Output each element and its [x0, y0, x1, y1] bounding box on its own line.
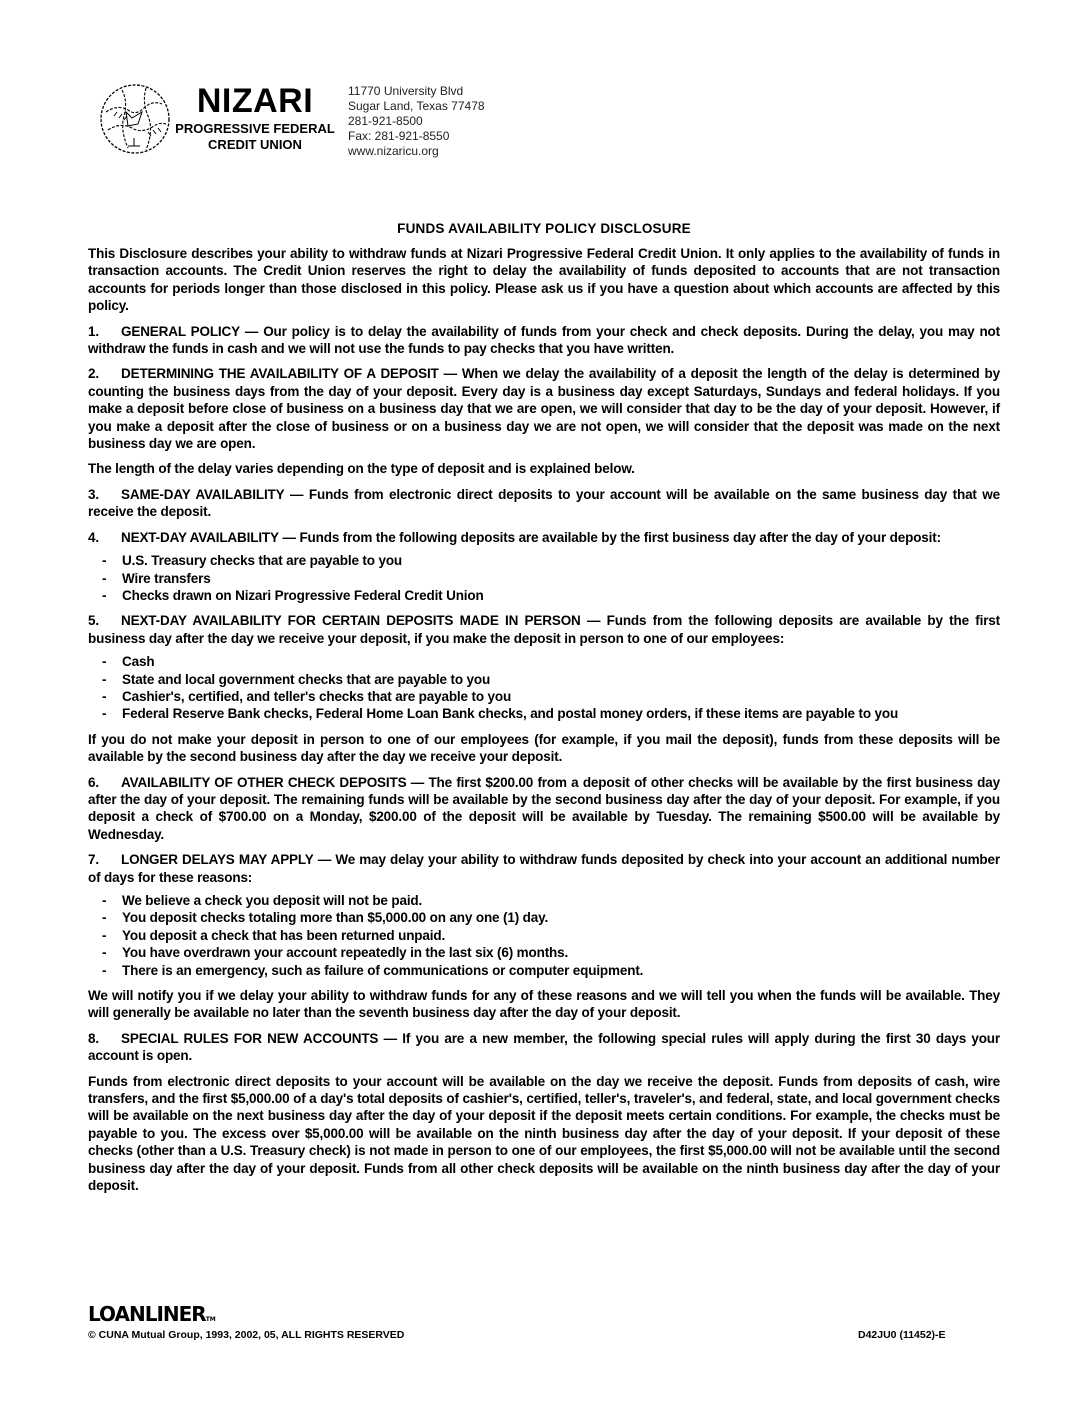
section-heading: NEXT-DAY AVAILABILITY — [121, 529, 279, 545]
list-item: - State and local government checks that are payable to you — [102, 671, 491, 687]
section-number: 6. — [88, 774, 99, 790]
section-heading: NEXT-DAY AVAILABILITY FOR CERTAIN DEPOSITS MADE IN PERSON — [121, 613, 581, 629]
section-number: 2. — [88, 366, 99, 382]
section-8: 8. SPECIAL RULES FOR NEW ACCOUNTS — If you are a new member, the following special rules will apply during the first 30 days your account is open. — [88, 1030, 1001, 1064]
address-street: 11770 University Blvd — [348, 84, 464, 98]
section-8-details: Funds from electronic direct deposits to your account will be available on the day we receive the deposit. Funds from deposits of cash, wire transfers, and the first $5,000.00 of a day's total deposits of cashier's, certified, teller's, traveler's, and federal, state, and local government checks will be available on the next business day after the day of your deposit if the deposit meets certain conditions. For example, the checks must be payable to you. The excess over $5,000.00 will be available on the ninth business day after the day of your deposit. If your deposit of these checks (other than a U.S. Treasury check) is not made in person to one of our employees, the first $5,000.00 will not be available until the second business day after the day of your deposit. Funds from all other check deposits will be available on the ninth business day after the day of your deposit. — [88, 1073, 1000, 1194]
list-item: - Checks drawn on Nizari Progressive Federal Credit Union — [102, 587, 484, 603]
letterhead — [98, 80, 518, 160]
list-item: - You deposit checks totaling more than $5,000.00 on any one (1) day. — [102, 910, 549, 926]
section-2: 2. DETERMINING THE AVAILABILITY OF A DEPOSIT — When we delay the availability of a deposit the length of the delay is determined by counting the business days from the day of your deposit. Every day is a business day except Saturdays, Sundays and federal holidays. If you make a deposit before close of business on a business day that we are open, we will consider that day to be the day of your deposit. However, if you make a deposit after the close of business or on a business day we are not open, we will consider that the deposit was made on the next business day we are open. — [88, 366, 1000, 452]
section-3: 3. SAME-DAY AVAILABILITY — Funds from electronic direct deposits to your account will be available on the same business day that we receive the deposit. — [88, 486, 1000, 520]
section-7-note: We will notify you if we delay your ability to withdraw funds for any of these reasons and we will tell you when the funds will be available. They will generally be available no later than the seventh business day after the day of your deposit. — [88, 988, 1000, 1021]
trademark-mark: TM — [205, 1316, 216, 1323]
section-4-list — [88, 552, 1000, 604]
list-item: - We believe a check you deposit will not be paid. — [102, 893, 423, 908]
section-4: 4. NEXT-DAY AVAILABILITY — Funds from the following deposits are available by the first business day after the day of your deposit: — [88, 529, 941, 545]
section-number: 1. — [88, 323, 99, 339]
document-title: FUNDS AVAILABILITY POLICY DISCLOSURE — [397, 221, 691, 236]
section-number: 7. — [88, 852, 99, 868]
section-number: 5. — [88, 613, 99, 629]
section-7: 7. LONGER DELAYS MAY APPLY — We may delay your ability to withdraw funds deposited by check into your account an additional number of days for these reasons: — [88, 852, 1000, 885]
section-number: 4. — [88, 529, 99, 545]
form-code: D42JU0 (11452)-E — [858, 1329, 946, 1341]
intro-paragraph: This Disclosure describes your ability to withdraw funds at Nizari Progressive Federal Credit Union. It only applies to the availability of funds in transaction accounts. The Credit Union reserves the right to delay the availability of funds deposited to accounts that are not transaction accounts for periods longer than those disclosed in this policy. Please ask us if you have a question about which accounts are affected by this policy. — [88, 246, 1000, 314]
address-city: Sugar Land, Texas 77478 — [348, 99, 485, 113]
section-text: Funds from the following deposits are available by the first business day after the day we receive your deposit, if you make the deposit in person to one of our employees: — [88, 613, 1001, 646]
section-6: 6. AVAILABILITY OF OTHER CHECK DEPOSITS — The first $200.00 from a deposit of other checks will be available by the first business day after the day of your deposit. The remaining funds will be available by the second business day after the day of your deposit. For example, if you deposit a check of $700.00 on a Monday, $200.00 of the deposit will be available by Tuesday. The remaining $500.00 will be available by Wednesday. — [88, 774, 1000, 842]
section-5: 5. NEXT-DAY AVAILABILITY FOR CERTAIN DEPOSITS MADE IN PERSON — Funds from the following deposits are available by the first business day after the day we receive your deposit, if you make the deposit in person to one of our employees: — [88, 613, 1001, 646]
section-text: Our policy is to delay the availability of funds from your check and check deposits. During the delay, you may not withdraw the funds in cash and we will not use the funds to pay checks that you have written. — [88, 323, 1000, 357]
section-5-list — [88, 653, 1000, 723]
list-item: - Wire transfers — [102, 570, 211, 586]
section-7-list — [88, 892, 1000, 979]
section-text: We may delay your ability to withdraw funds deposited by check into your account an additional number of days for these reasons: — [88, 852, 1000, 885]
brand-subtitle-line1: PROGRESSIVE FEDERAL — [175, 121, 335, 136]
fax-number: Fax: 281-921-8550 — [348, 129, 450, 143]
clasped-hands-globe-icon — [98, 82, 172, 156]
address-block — [348, 84, 485, 159]
list-item: - You have overdrawn your account repeatedly in the last six (6) months. — [102, 945, 569, 961]
phone-number: 281-921-8500 — [348, 114, 423, 128]
document-body — [88, 245, 1000, 1203]
section-number: 8. — [88, 1030, 99, 1046]
website-link[interactable]: www.nizaricu.org — [348, 144, 439, 158]
list-item: - Cashier's, certified, and teller's checks that are payable to you — [102, 688, 512, 704]
section-heading: LONGER DELAYS MAY APPLY — [121, 852, 314, 868]
section-heading: SPECIAL RULES FOR NEW ACCOUNTS — [121, 1030, 379, 1046]
section-text: Funds from the following deposits are available by the first business day after the day of your deposit: — [299, 529, 941, 545]
brand-subtitle-line2: CREDIT UNION — [208, 137, 302, 152]
list-item: - You deposit a check that has been returned unpaid. — [102, 927, 446, 943]
brand-name: NIZARI — [196, 82, 314, 120]
copyright-notice: © CUNA Mutual Group, 1993, 2002, 05, ALL RIGHTS RESERVED — [88, 1329, 405, 1341]
list-item: - There is an emergency, such as failure of communications or computer equipment. — [102, 962, 644, 978]
list-item: - Cash — [102, 654, 155, 670]
section-5-note: If you do not make your deposit in person to one of our employees (for example, if you mail the deposit), funds from these deposits will be available by the second business day after the day we receive your deposit. — [88, 731, 1000, 765]
loanliner-logo: LOANLINERTM — [88, 1302, 216, 1326]
section-heading: DETERMINING THE AVAILABILITY OF A DEPOSIT — [121, 366, 439, 382]
section-2-note: The length of the delay varies depending on the type of deposit and is explained below. — [88, 461, 635, 477]
section-text: Funds from electronic direct deposits to your account will be available on the same business day that we receive the deposit. — [88, 486, 1000, 520]
section-heading: SAME-DAY AVAILABILITY — [121, 486, 285, 502]
section-1: 1. GENERAL POLICY — Our policy is to delay the availability of funds from your check and check deposits. During the delay, you may not withdraw the funds in cash and we will not use the funds to pay checks that you have written. — [88, 323, 1000, 357]
list-item: - U.S. Treasury checks that are payable to you — [102, 553, 403, 569]
section-text: The first $200.00 from a deposit of other checks will be available by the first business day after the day of your deposit. The remaining funds will be available by the second business day after the day of your deposit. For example, if you deposit a check of $700.00 on a Monday, $200.00 of the deposit will be available by Tuesday. The remaining $500.00 will be available by Wednesday. — [88, 774, 1000, 842]
list-item: - Federal Reserve Bank checks, Federal Home Loan Bank checks, and postal money orders, if these items are payable to you — [102, 706, 899, 722]
brand-block — [170, 84, 340, 154]
section-number: 3. — [88, 486, 99, 502]
section-heading: GENERAL POLICY — [121, 323, 240, 339]
section-text: If you are a new member, the following special rules will apply during the first 30 days your account is open. — [88, 1030, 1001, 1064]
section-text: When we delay the availability of a deposit the length of the delay is determined by counting the business days from the day of your deposit. Every day is a business day except Saturdays, Sundays and federal holidays. If you make a deposit before close of business on a business day that we are open, we will consider that day to be the day of your deposit. However, if you make a deposit after the close of business or on a business day we are not open, we will consider that the deposit was made on the next business day we are open. — [88, 366, 1000, 452]
section-heading: AVAILABILITY OF OTHER CHECK DEPOSITS — [121, 774, 407, 790]
